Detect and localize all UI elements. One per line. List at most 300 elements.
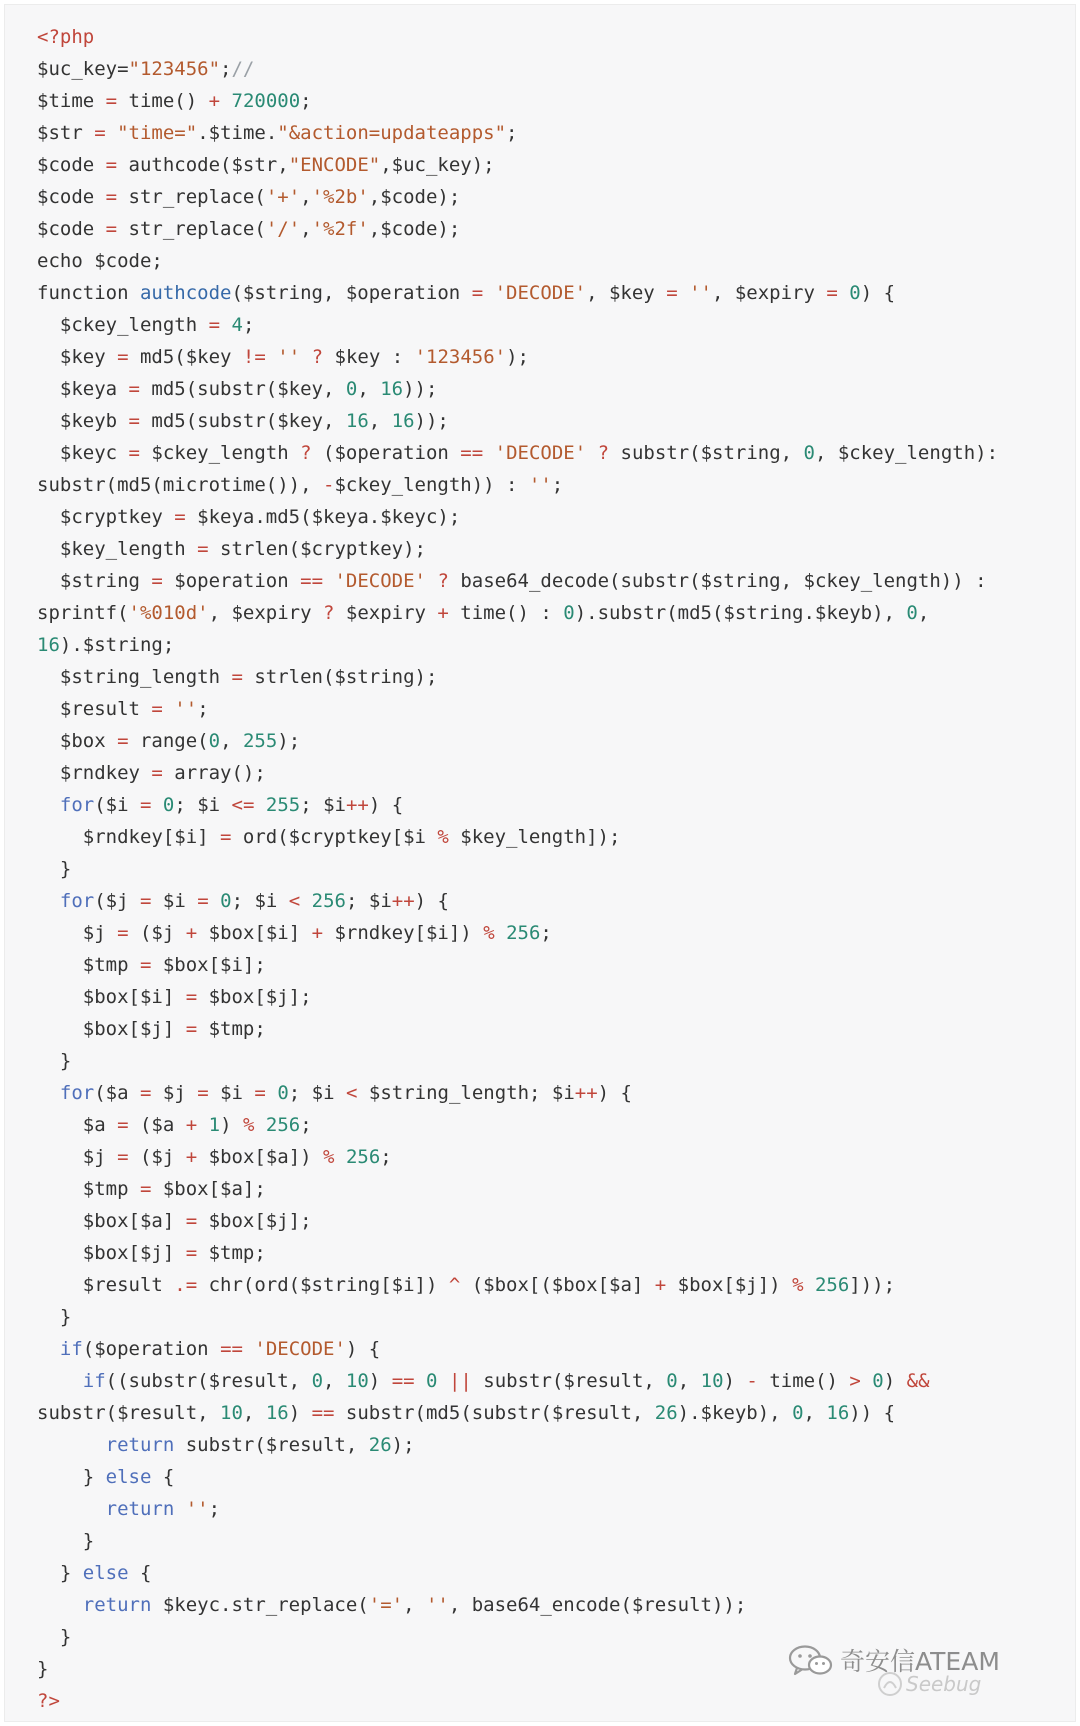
- code-token: }: [37, 1658, 49, 1680]
- watermark-name: 奇安信ATEAM: [840, 1647, 1000, 1676]
- code-token: $box[$i]: [37, 986, 186, 1008]
- code-token: 'DECODE': [254, 1338, 346, 1360]
- code-line: [37, 1557, 1055, 1589]
- code-token: '%2b': [311, 186, 369, 208]
- code-panel: [4, 4, 1076, 1722]
- code-token: substr($string,: [609, 442, 804, 464]
- code-token: $key :: [323, 346, 415, 368]
- code-token: =: [117, 1146, 129, 1168]
- code-token: &&: [906, 1370, 930, 1392]
- code-line: [37, 1109, 1055, 1141]
- code-token: '+': [265, 186, 301, 208]
- code-token: [37, 1498, 106, 1520]
- code-token: +: [311, 922, 324, 944]
- code-token: =: [185, 986, 198, 1008]
- code-token: '': [689, 282, 712, 304]
- code-token: $code: [37, 218, 106, 240]
- code-line: [37, 277, 1055, 309]
- code-token: [323, 570, 334, 592]
- code-line: [37, 1365, 1055, 1397]
- code-token: return: [82, 1594, 152, 1616]
- code-token: 256: [506, 922, 541, 944]
- code-token: 0: [563, 602, 575, 624]
- code-token: }: [37, 1306, 72, 1328]
- code-token: 10: [700, 1370, 724, 1392]
- code-token: $ckey_length: [139, 442, 301, 464]
- code-token: 0: [345, 378, 358, 400]
- code-token: $code: [37, 186, 106, 208]
- code-token: =: [151, 762, 163, 784]
- code-token: )) {: [849, 1402, 896, 1424]
- code-token: [243, 1338, 254, 1360]
- code-token: str_replace(: [117, 186, 266, 208]
- code-token: ));: [403, 378, 438, 400]
- code-token: );: [391, 1434, 415, 1456]
- code-token: 0: [426, 1370, 438, 1392]
- code-token: $box[$j];: [197, 986, 312, 1008]
- code-token: [483, 442, 494, 464]
- code-line: [37, 789, 1055, 821]
- code-token: );: [506, 346, 529, 368]
- code-token: else: [105, 1466, 152, 1488]
- code-token: '%010d': [128, 602, 209, 624]
- code-line: [37, 693, 1055, 725]
- code-token: substr($result,: [471, 1370, 667, 1392]
- code-token: -: [322, 474, 335, 496]
- code-token: $j: [37, 1146, 118, 1168]
- code-token: substr(md5(microtime()),: [37, 474, 323, 496]
- code-token: ?: [311, 346, 324, 368]
- code-token: <: [288, 890, 301, 912]
- code-token: 0: [208, 730, 221, 752]
- code-line: [37, 21, 1055, 53]
- code-token: =: [254, 1082, 266, 1104]
- code-token: $box[$j]: [37, 1242, 186, 1264]
- code-token: authcode($str,: [117, 154, 289, 176]
- code-line: [37, 1461, 1055, 1493]
- code-token: ,: [917, 602, 930, 624]
- code-token: ?: [597, 442, 610, 464]
- code-token: =: [117, 346, 129, 368]
- code-token: [483, 282, 494, 304]
- code-line: [37, 1333, 1055, 1365]
- wechat-icon: [788, 1644, 834, 1678]
- code-token: 0: [849, 282, 861, 304]
- code-token: $keyc: [37, 442, 129, 464]
- code-token: 0: [277, 1082, 289, 1104]
- code-token: ==: [311, 1402, 335, 1424]
- code-token: !=: [242, 346, 266, 368]
- code-token: '/': [265, 218, 301, 240]
- code-token: 0: [792, 1402, 804, 1424]
- code-token: ?>: [37, 1690, 60, 1712]
- code-token: $box: [37, 730, 118, 752]
- code-line: [37, 53, 1055, 85]
- code-token: for: [59, 1082, 95, 1104]
- code-token: ;: [380, 1146, 392, 1168]
- code-token: [861, 1370, 872, 1392]
- code-line: [37, 1045, 1055, 1077]
- code-token: =: [185, 1242, 198, 1264]
- code-token: ;: [208, 1498, 221, 1520]
- code-token: $box[$i]: [197, 922, 312, 944]
- code-token: echo $code;: [37, 250, 163, 272]
- code-line: [37, 1493, 1055, 1525]
- code-token: 10: [345, 1370, 369, 1392]
- code-token: $code: [37, 154, 106, 176]
- code-token: [197, 1114, 208, 1136]
- code-token: ?: [437, 570, 449, 592]
- code-line: [37, 149, 1055, 181]
- code-token: , $ckey_length):: [814, 442, 999, 464]
- code-token: "&action=updateapps": [277, 122, 507, 144]
- code-token: }: [37, 1530, 95, 1552]
- code-line: [37, 117, 1055, 149]
- code-token: array();: [162, 762, 266, 784]
- code-token: ): [883, 1370, 907, 1392]
- code-token: ,$code);: [368, 218, 461, 240]
- code-token: =: [128, 410, 140, 432]
- code-token: '=': [368, 1594, 404, 1616]
- code-token: 0: [311, 1370, 324, 1392]
- code-token: $uc_key=: [37, 58, 129, 80]
- code-token: ;: [300, 90, 312, 112]
- code-token: =: [197, 1082, 209, 1104]
- code-token: '': [528, 474, 552, 496]
- code-token: function: [37, 282, 140, 304]
- code-token: [220, 90, 231, 112]
- code-token: }: [37, 1466, 106, 1488]
- code-token: $tmp: [37, 954, 140, 976]
- code-line: [37, 1589, 1055, 1621]
- code-token: 256: [265, 1114, 301, 1136]
- code-token: $key_length]);: [448, 826, 621, 848]
- code-token: $j: [37, 922, 118, 944]
- code-token: =: [197, 890, 209, 912]
- code-token: ($j: [94, 890, 140, 912]
- code-token: , base64_encode($result));: [448, 1594, 747, 1616]
- code-token: [106, 122, 117, 144]
- code-token: 16: [37, 634, 60, 656]
- code-token: $key_length: [37, 538, 198, 560]
- code-token: ; $i: [231, 890, 289, 912]
- code-token: =: [471, 282, 484, 304]
- code-token: ) {: [414, 890, 449, 912]
- code-token: $result: [37, 1274, 175, 1296]
- code-token: 0: [803, 442, 815, 464]
- code-token: base64_decode(substr($string, $ckey_length)) :: [448, 570, 987, 592]
- code-token: =: [151, 698, 163, 720]
- code-token: =: [105, 90, 118, 112]
- code-token: [804, 1274, 815, 1296]
- code-token: $tmp;: [197, 1242, 266, 1264]
- code-token: return: [105, 1434, 175, 1456]
- code-token: >: [849, 1370, 861, 1392]
- code-token: ++: [391, 890, 415, 912]
- code-line: [37, 597, 1055, 629]
- code-token: $box[$i];: [151, 954, 266, 976]
- code-token: [37, 1434, 106, 1456]
- code-token: =: [128, 442, 140, 464]
- code-token: =: [139, 954, 152, 976]
- code-token: $ckey_length)) :: [334, 474, 529, 496]
- code-token: $rndkey[$i]): [323, 922, 484, 944]
- code-token: substr($result,: [37, 1402, 221, 1424]
- code-token: =: [220, 826, 232, 848]
- code-token: [37, 1370, 83, 1392]
- code-token: //: [231, 58, 255, 80]
- code-token: [426, 570, 437, 592]
- code-token: ).substr(md5($string.$keyb),: [574, 602, 907, 624]
- code-token: $operation: [162, 570, 301, 592]
- code-line: [37, 1397, 1055, 1429]
- code-line: [37, 1429, 1055, 1461]
- code-token: [37, 1594, 83, 1616]
- code-token: =: [185, 1210, 198, 1232]
- code-token: ($j: [128, 922, 186, 944]
- code-token: +: [654, 1274, 667, 1296]
- code-token: 720000: [231, 90, 301, 112]
- code-token: md5(substr($key,: [139, 378, 346, 400]
- watermark: [788, 1630, 1038, 1700]
- code-token: sprintf(: [37, 602, 129, 624]
- code-line: [37, 309, 1055, 341]
- code-token: 255: [265, 794, 301, 816]
- code-line: [37, 853, 1055, 885]
- code-token: 'DECODE': [334, 570, 426, 592]
- code-line: [37, 1173, 1055, 1205]
- code-token: , $expiry: [711, 282, 827, 304]
- code-token: ,: [677, 1370, 701, 1392]
- code-line: [37, 213, 1055, 245]
- code-token: [220, 314, 231, 336]
- code-token: 0: [220, 890, 232, 912]
- code-token: ; $i: [174, 794, 232, 816]
- code-line: [37, 821, 1055, 853]
- code-token: =: [185, 1018, 198, 1040]
- code-token: 256: [311, 890, 346, 912]
- code-token: [254, 794, 265, 816]
- code-token: <=: [231, 794, 255, 816]
- code-token: $key: [37, 346, 118, 368]
- code-token: $a: [37, 1114, 118, 1136]
- code-token: =: [94, 122, 106, 144]
- code-token: ^: [448, 1274, 461, 1296]
- code-token: ==: [220, 1338, 243, 1360]
- code-token: "time=": [117, 122, 198, 144]
- code-token: ).$keyb),: [677, 1402, 793, 1424]
- code-token: [209, 890, 220, 912]
- code-token: .=: [174, 1274, 198, 1296]
- seebug-logo-icon: [874, 1670, 908, 1698]
- code-token: =: [128, 378, 140, 400]
- code-line: [37, 1525, 1055, 1557]
- code-token: +: [437, 602, 449, 624]
- code-token: substr(md5(substr($result,: [334, 1402, 655, 1424]
- code-token: $string: [37, 570, 152, 592]
- code-token: [586, 442, 597, 464]
- code-token: ]));: [849, 1274, 896, 1296]
- code-token: =: [151, 570, 163, 592]
- code-token: 16: [345, 410, 369, 432]
- code-token: ;: [506, 122, 518, 144]
- code-token: $rndkey[$i]: [37, 826, 221, 848]
- code-line: [37, 1141, 1055, 1173]
- code-token: =: [826, 282, 838, 304]
- code-token: authcode: [139, 282, 232, 304]
- code-token: ord($cryptkey[$i: [231, 826, 438, 848]
- code-token: 26: [654, 1402, 678, 1424]
- code-token: [266, 346, 277, 368]
- code-line: [37, 373, 1055, 405]
- code-token: ,$uc_key);: [380, 154, 495, 176]
- code-token: [334, 1146, 345, 1168]
- code-line: [37, 181, 1055, 213]
- code-token: ).$string;: [59, 634, 175, 656]
- code-token: ($box[($box[$a]: [460, 1274, 655, 1296]
- code-token: =: [139, 1082, 152, 1104]
- code-token: time(): [117, 90, 209, 112]
- code-token: [437, 1370, 448, 1392]
- code-token: }: [37, 1050, 72, 1072]
- code-token: ,: [242, 1402, 266, 1424]
- code-token: $box[$a]: [37, 1210, 186, 1232]
- code-token: =: [117, 1114, 129, 1136]
- code-line: [37, 1269, 1055, 1301]
- code-line: [37, 981, 1055, 1013]
- code-token: [174, 1498, 185, 1520]
- code-token: range(: [128, 730, 209, 752]
- code-token: [37, 890, 60, 912]
- code-token: }: [37, 858, 72, 880]
- code-token: ==: [391, 1370, 415, 1392]
- code-token: [151, 794, 162, 816]
- code-token: +: [185, 1146, 198, 1168]
- code-token: =: [231, 666, 243, 688]
- code-token: $j: [151, 1082, 198, 1104]
- code-token: $cryptkey: [37, 506, 175, 528]
- code-token: [163, 698, 174, 720]
- code-token: ) {: [860, 282, 896, 304]
- code-token: 256: [814, 1274, 850, 1296]
- code-token: ;: [220, 58, 232, 80]
- code-token: $box[$j]: [37, 1018, 186, 1040]
- code-token: 26: [368, 1434, 392, 1456]
- code-line: [37, 629, 1055, 661]
- code-token: ($a: [94, 1082, 140, 1104]
- code-token: ($operation: [311, 442, 461, 464]
- code-token: md5($key: [128, 346, 243, 368]
- code-token: ) {: [597, 1082, 632, 1104]
- code-token: %: [792, 1274, 804, 1296]
- code-line: [37, 501, 1055, 533]
- code-line: [37, 1013, 1055, 1045]
- code-token: [254, 1114, 265, 1136]
- code-line: [37, 949, 1055, 981]
- code-token: , $expiry: [208, 602, 323, 624]
- code-token: 255: [242, 730, 278, 752]
- code-token: =: [117, 730, 129, 752]
- code-token: strlen($cryptkey);: [208, 538, 426, 560]
- code-token: ));: [414, 410, 449, 432]
- code-token: [300, 890, 311, 912]
- code-token: ; $i: [288, 1082, 346, 1104]
- code-token: );: [277, 730, 301, 752]
- code-token: ;: [551, 474, 564, 496]
- code-line: [37, 341, 1055, 373]
- code-token: ,: [368, 410, 392, 432]
- code-token: 1: [208, 1114, 221, 1136]
- code-token: =: [197, 538, 209, 560]
- code-token: <: [345, 1082, 358, 1104]
- code-token: -: [746, 1370, 758, 1392]
- code-token: '': [174, 698, 198, 720]
- code-token: $string_length: [37, 666, 232, 688]
- code-line: [37, 725, 1055, 757]
- code-token: $box[$a];: [151, 1178, 266, 1200]
- code-token: ,: [803, 1402, 827, 1424]
- code-token: ,: [220, 730, 243, 752]
- code-token: %: [437, 826, 449, 848]
- code-token: ($j: [128, 1146, 186, 1168]
- code-token: time() :: [448, 602, 564, 624]
- code-line: [37, 661, 1055, 693]
- code-token: for: [59, 794, 95, 816]
- code-token: [678, 282, 689, 304]
- code-token: =: [105, 154, 118, 176]
- code-token: if: [82, 1370, 106, 1392]
- code-token: ++: [574, 1082, 598, 1104]
- code-token: $box[$j]): [666, 1274, 793, 1296]
- code-token: $i: [151, 890, 198, 912]
- code-token: ) {: [345, 1338, 381, 1360]
- code-token: [495, 922, 506, 944]
- code-token: , $key: [586, 282, 667, 304]
- code-token: %: [242, 1114, 255, 1136]
- code-line: [37, 533, 1055, 565]
- code-line: [37, 565, 1055, 597]
- code-token: 0: [872, 1370, 884, 1392]
- code-token: +: [185, 1114, 198, 1136]
- code-token: .$time.: [197, 122, 278, 144]
- code-token: [838, 282, 849, 304]
- code-token: ($string, $operation: [231, 282, 472, 304]
- code-token: 16: [265, 1402, 289, 1424]
- code-token: ?: [300, 442, 312, 464]
- code-token: [37, 1082, 60, 1104]
- code-token: 16: [826, 1402, 850, 1424]
- code-token: }: [37, 1562, 83, 1584]
- code-token: $result: [37, 698, 152, 720]
- code-token: [266, 1082, 277, 1104]
- code-token: ($i: [94, 794, 140, 816]
- code-token: return: [105, 1498, 175, 1520]
- code-token: $keya: [37, 378, 129, 400]
- code-token: {: [128, 1562, 152, 1584]
- code-line: [37, 885, 1055, 917]
- code-token: =: [105, 186, 118, 208]
- code-token: if: [59, 1338, 83, 1360]
- code-token: '%2f': [311, 218, 369, 240]
- code-token: chr(ord($string[$i]): [197, 1274, 449, 1296]
- code-token: {: [151, 1466, 175, 1488]
- code-token: %: [483, 922, 495, 944]
- code-token: ;: [300, 1114, 312, 1136]
- code-line: [37, 437, 1055, 469]
- code-token: =: [666, 282, 678, 304]
- code-token: ((substr($result,: [105, 1370, 312, 1392]
- code-token: strlen($string);: [242, 666, 438, 688]
